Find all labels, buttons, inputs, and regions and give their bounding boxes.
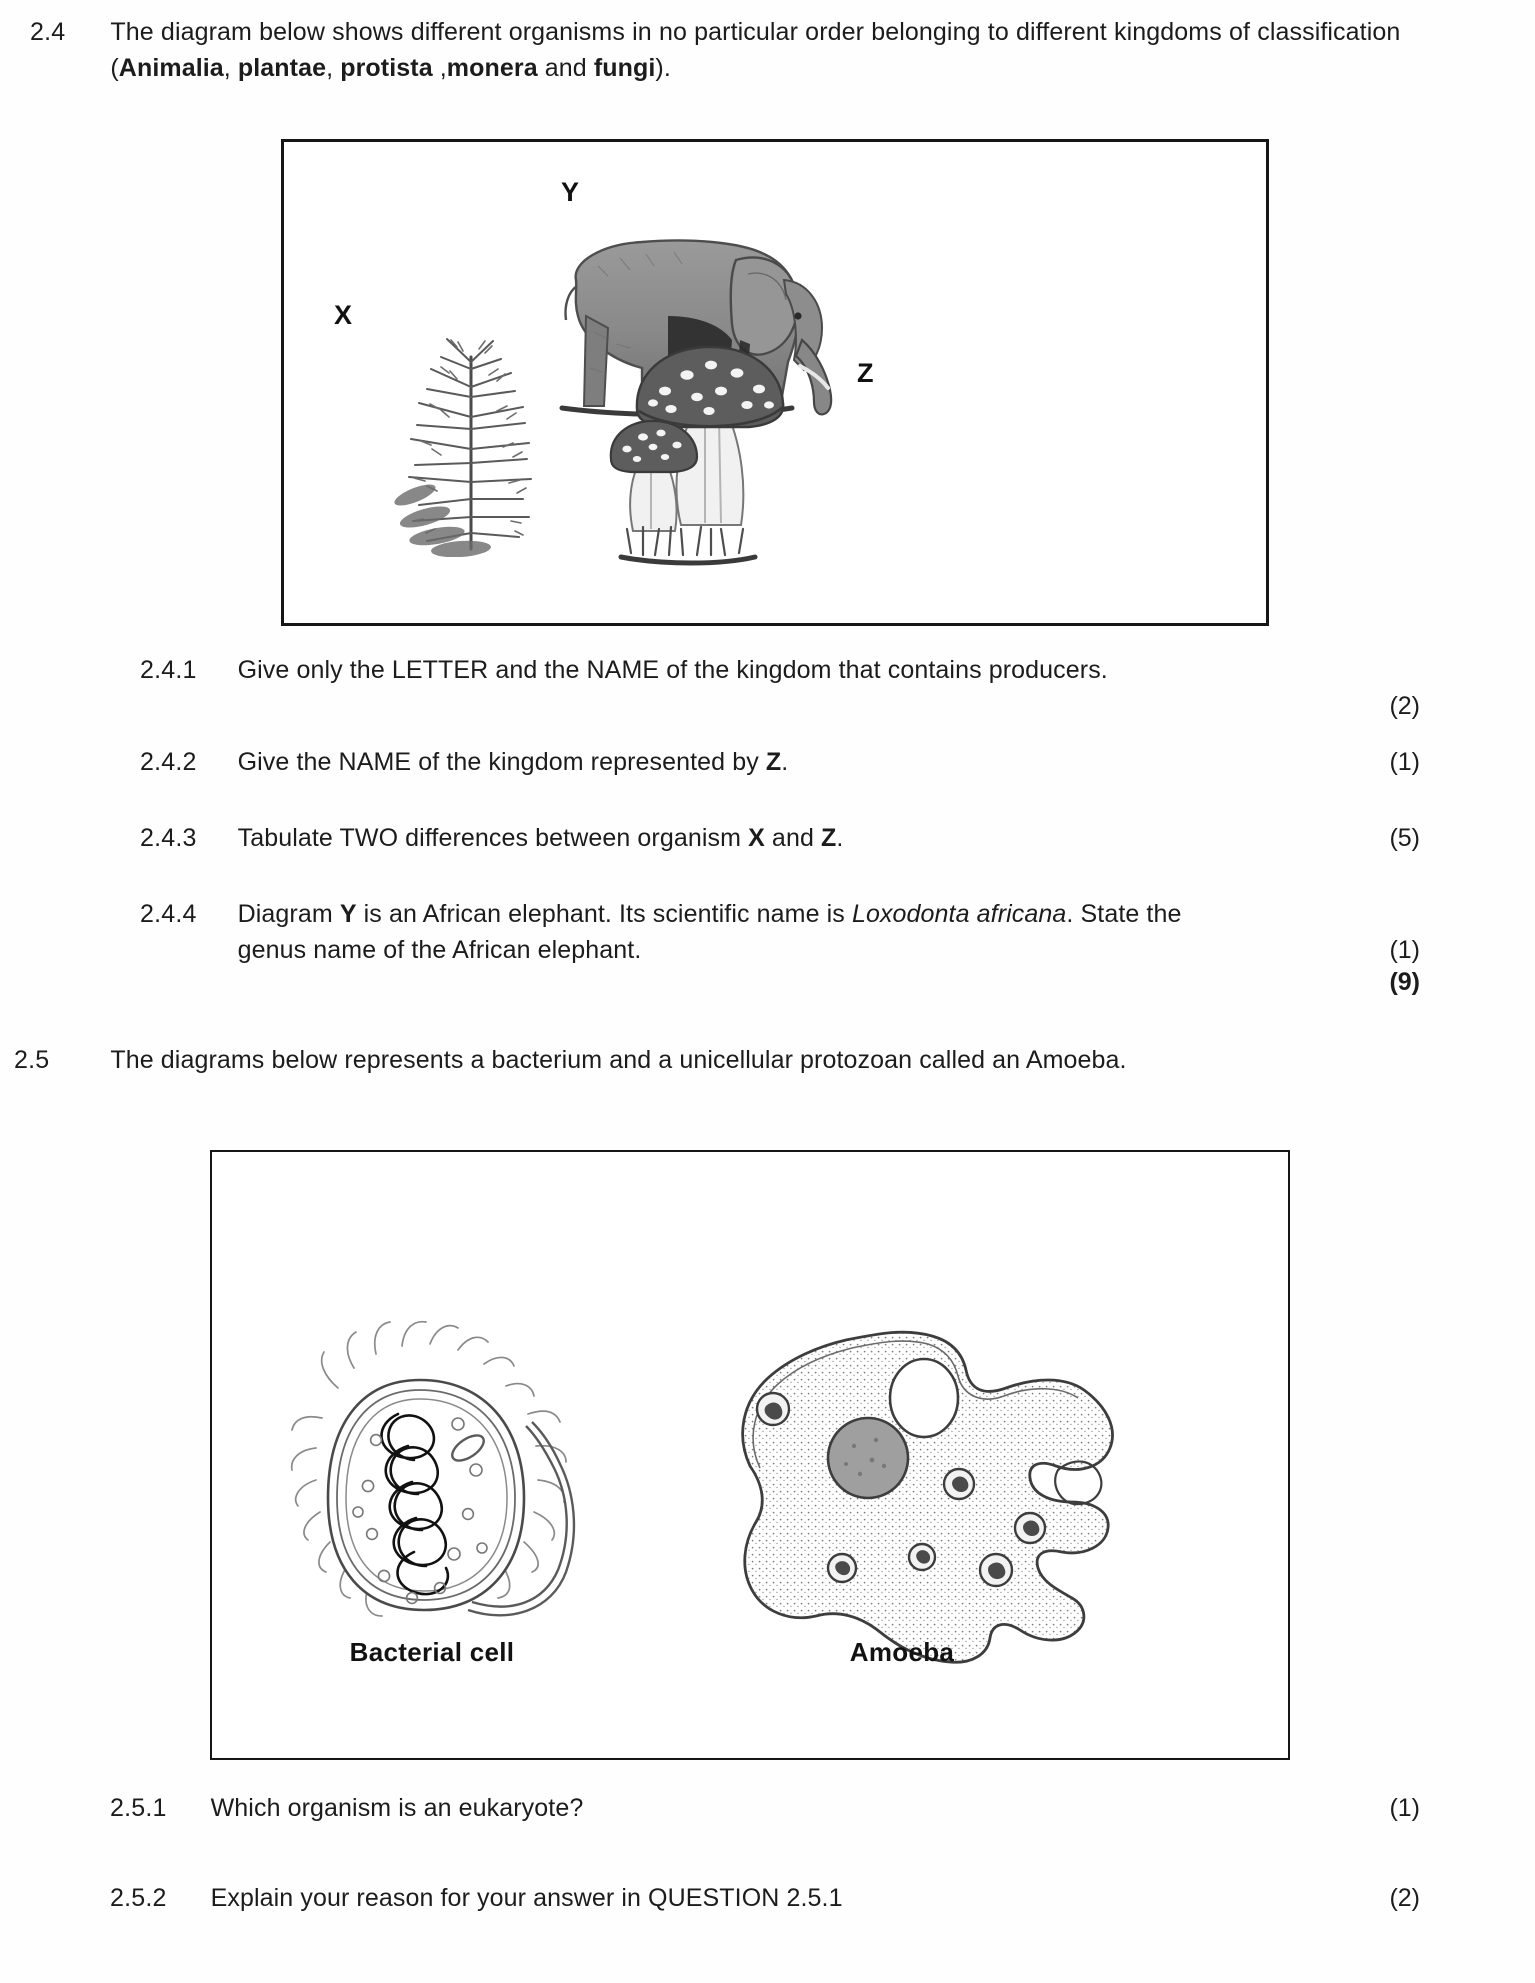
q243-middle: and bbox=[764, 824, 821, 852]
mushrooms-illustration bbox=[609, 317, 824, 572]
bacterial-cell-illustration bbox=[272, 1302, 652, 1652]
organism-label-y: Y bbox=[561, 177, 580, 207]
q244-letter-y: Y bbox=[339, 900, 357, 928]
question-2-4-1-row bbox=[140, 652, 1320, 688]
question-2-5-1-text: Which organism is an eukaryote? bbox=[210, 1794, 584, 1822]
question-2-4-4-row bbox=[140, 896, 1320, 968]
q243-before: Tabulate TWO differences between organism bbox=[237, 824, 749, 852]
question-2-4-1-text: Give only the LETTER and the NAME of the kingdom that contains producers. bbox=[237, 656, 1108, 684]
amoeba-illustration bbox=[632, 1280, 1152, 1680]
organisms-diagram-box bbox=[281, 139, 1269, 626]
question-2-4-2-text bbox=[238, 744, 1218, 780]
question-2-4-2-marks: (1) bbox=[1389, 748, 1420, 776]
caption-bacterial-cell: Bacterial cell bbox=[349, 1637, 515, 1667]
kingdom-animalia: Animalia bbox=[118, 54, 224, 82]
question-2-5-1-row bbox=[110, 1790, 1290, 1826]
question-2-4-total-marks: (9) bbox=[1389, 968, 1420, 996]
q24-sep1: , bbox=[223, 54, 238, 82]
question-2-5-2-text: Explain your reason for your answer in QUESTION 2.5.1 bbox=[210, 1884, 843, 1912]
q24-sep4: and bbox=[537, 54, 594, 82]
cells-diagram-inner bbox=[212, 1152, 1288, 1758]
question-2-5-2-row bbox=[110, 1880, 1290, 1916]
question-2-5-text: The diagrams below represents a bacterium and a unicellular protozoan called an Amoeba. bbox=[110, 1046, 1127, 1074]
q24-sep3: , bbox=[432, 54, 447, 82]
kingdom-monera: monera bbox=[446, 54, 538, 82]
q243-letter-x: X bbox=[748, 824, 765, 852]
q24-stem-part1: The diagram below shows different organisms in no particular order belonging to different kingdoms of classification ( bbox=[110, 18, 1401, 82]
question-2-5-1-number: 2.5.1 bbox=[110, 1794, 167, 1822]
question-2-4-1-marks: (2) bbox=[1389, 692, 1420, 720]
question-2-4-4-text bbox=[238, 896, 1193, 968]
organisms-diagram-inner bbox=[284, 142, 1266, 623]
q24-sep2: , bbox=[326, 54, 341, 82]
question-2-4-text bbox=[110, 14, 1400, 86]
q244-middle: is an African elephant. Its scientific name is bbox=[356, 900, 852, 928]
question-2-4-row bbox=[30, 14, 1430, 86]
q24-stem-end: ). bbox=[655, 54, 671, 82]
scientific-name-loxodonta: Loxodonta africana bbox=[851, 900, 1067, 928]
question-2-4-4-number: 2.4.4 bbox=[140, 900, 197, 928]
q244-before: Diagram bbox=[237, 900, 340, 928]
q242-before: Give the NAME of the kingdom represented by bbox=[237, 748, 766, 776]
kingdom-protista: protista bbox=[340, 54, 433, 82]
organism-label-z: Z bbox=[857, 358, 874, 388]
cells-diagram-box bbox=[210, 1150, 1290, 1760]
caption-amoeba: Amoeba bbox=[849, 1637, 955, 1667]
question-2-5-2-marks: (2) bbox=[1389, 1884, 1420, 1912]
question-2-5-1-marks: (1) bbox=[1389, 1794, 1420, 1822]
kingdom-plantae: plantae bbox=[237, 54, 327, 82]
question-2-4-3-number: 2.4.3 bbox=[140, 824, 197, 852]
question-2-4-number: 2.4 bbox=[30, 18, 66, 46]
q243-after: . bbox=[836, 824, 844, 852]
q243-letter-z: Z bbox=[821, 824, 837, 852]
question-2-5-row bbox=[14, 1042, 1514, 1078]
q242-letter-z: Z bbox=[765, 748, 782, 776]
question-2-5-number: 2.5 bbox=[14, 1046, 50, 1074]
question-2-5-2-number: 2.5.2 bbox=[110, 1884, 167, 1912]
question-2-4-2-row bbox=[140, 744, 1320, 780]
question-2-4-3-marks: (5) bbox=[1389, 824, 1420, 852]
plant-illustration bbox=[379, 317, 554, 557]
question-2-4-2-number: 2.4.2 bbox=[140, 748, 197, 776]
question-2-4-3-text bbox=[238, 820, 1218, 856]
organism-label-x: X bbox=[334, 300, 353, 330]
q242-after: . bbox=[781, 748, 789, 776]
question-2-4-1-number: 2.4.1 bbox=[140, 656, 197, 684]
question-2-4-3-row bbox=[140, 820, 1320, 856]
q244-after: . State the genus name of the African elephant. bbox=[237, 900, 1182, 964]
question-2-4-4-marks: (1) bbox=[1389, 936, 1420, 964]
kingdom-fungi: fungi bbox=[593, 54, 656, 82]
